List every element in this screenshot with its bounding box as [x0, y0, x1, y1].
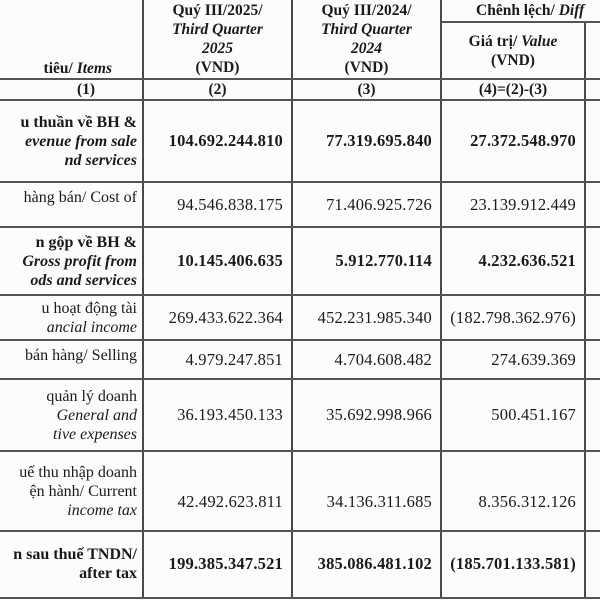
cell-diff: 8.356.312.126: [478, 492, 576, 511]
row-label: [0, 228, 142, 294]
cell-q2024: 77.319.695.840: [326, 131, 432, 150]
row-divider: [0, 597, 600, 599]
row-label-line: bán hàng/ Selling: [25, 347, 137, 364]
index-col-2: (2): [208, 80, 227, 98]
cell-q2024: 4.704.608.482: [334, 349, 432, 369]
row-label: [0, 380, 142, 450]
row-label: [0, 183, 142, 226]
row-label-line: ện hành/ Current: [29, 482, 137, 500]
row-label-line: n gộp về BH &: [35, 233, 137, 251]
header-q2025-vi: Quý III/2025/: [172, 2, 263, 19]
cell-q2024: 71.406.925.726: [326, 194, 432, 214]
row-label-line: General and: [56, 406, 137, 424]
index-col-1: (1): [76, 80, 96, 98]
cell-diff: 27.372.548.970: [470, 131, 576, 150]
row-label: [0, 452, 142, 530]
header-diff-en: Diff: [558, 2, 585, 19]
row-label-line: income tax: [67, 501, 137, 519]
row-label-line: evenue from sale: [25, 132, 137, 150]
cell-diff: (182.798.362.976): [450, 307, 576, 327]
header-diff-value-en: Value: [521, 32, 558, 50]
row-label-line: [133, 207, 137, 226]
cell-q2025: 36.193.450.133: [177, 405, 283, 424]
cell-q2025: 10.145.406.635: [177, 251, 283, 270]
cell-q2025: 104.692.244.810: [168, 131, 283, 150]
cell-q2025: 269.433.622.364: [168, 307, 283, 327]
header-items-vi: tiêu/: [43, 60, 73, 77]
cell-q2025: 199.385.347.521: [168, 553, 283, 573]
row-label-line: u hoạt động tài: [41, 299, 137, 317]
row-label-line: nd services: [64, 151, 137, 169]
cell-q2024: 385.086.481.102: [317, 553, 432, 573]
cell-q2024: 452.231.985.340: [317, 307, 432, 327]
cell-diff: 500.451.167: [491, 405, 576, 424]
row-label-line: ods and services: [30, 271, 137, 289]
cell-q2024: 35.692.998.966: [326, 405, 432, 424]
row-label-line: [133, 365, 137, 378]
cell-q2024: 5.912.770.114: [335, 251, 432, 270]
row-label: [0, 532, 142, 595]
header-diff: [442, 0, 600, 21]
header-diff-vi: Chênh lệch/: [476, 2, 555, 19]
row-label-line: hàng bán/ Cost of: [23, 189, 137, 206]
header-diff-value-unit: (VND): [491, 51, 535, 69]
header-q2024-unit: (VND): [344, 59, 389, 76]
cell-diff: 4.232.636.521: [478, 251, 576, 270]
row-label-line: quản lý doanh: [46, 387, 137, 405]
cell-q2025: 4.979.247.851: [185, 349, 283, 369]
cell-q2024: 34.136.311.685: [326, 492, 432, 511]
row-label: [0, 341, 142, 378]
header-q2024-year: 2024: [351, 40, 382, 57]
cell-q2025: 42.492.623.811: [177, 492, 283, 511]
header-diff-value-vi: Giá trị/: [468, 32, 518, 50]
header-diff-value: [442, 23, 584, 78]
header-q2025: [144, 0, 291, 78]
cell-diff: 23.139.912.449: [470, 194, 576, 214]
cell-diff: 274.639.369: [491, 349, 576, 369]
row-label-line: after tax: [79, 564, 137, 582]
header-q2024-en: Third Quarter: [321, 21, 412, 38]
cell-q2025: 94.546.838.175: [177, 194, 283, 214]
row-label-line: tive expenses: [53, 425, 137, 443]
header-diff-value-label: [469, 32, 558, 51]
row-label-line: u thuần về BH &: [20, 113, 137, 131]
header-q2024-vi: Quý III/2024/: [321, 2, 412, 19]
row-label-line: ancial income: [46, 318, 137, 336]
row-label: [0, 101, 142, 181]
cell-diff: (185.701.133.581): [450, 553, 576, 573]
header-q2025-unit: (VND): [195, 59, 240, 76]
header-q2025-year: 2025: [202, 40, 233, 57]
index-col-3: (3): [357, 80, 376, 98]
header-q2024: [293, 0, 440, 78]
row-label-line: n sau thuế TNDN/: [13, 545, 137, 563]
row-label-line: uế thu nhập doanh: [19, 463, 137, 481]
column-divider: [584, 22, 586, 598]
header-q2025-en: Third Quarter: [172, 21, 263, 38]
header-items-en: Items: [76, 60, 112, 77]
index-col-4: (4)=(2)-(3): [478, 80, 548, 98]
row-label-line: Gross profit from: [22, 252, 137, 270]
header-items: [0, 0, 142, 78]
row-label: [0, 296, 142, 339]
